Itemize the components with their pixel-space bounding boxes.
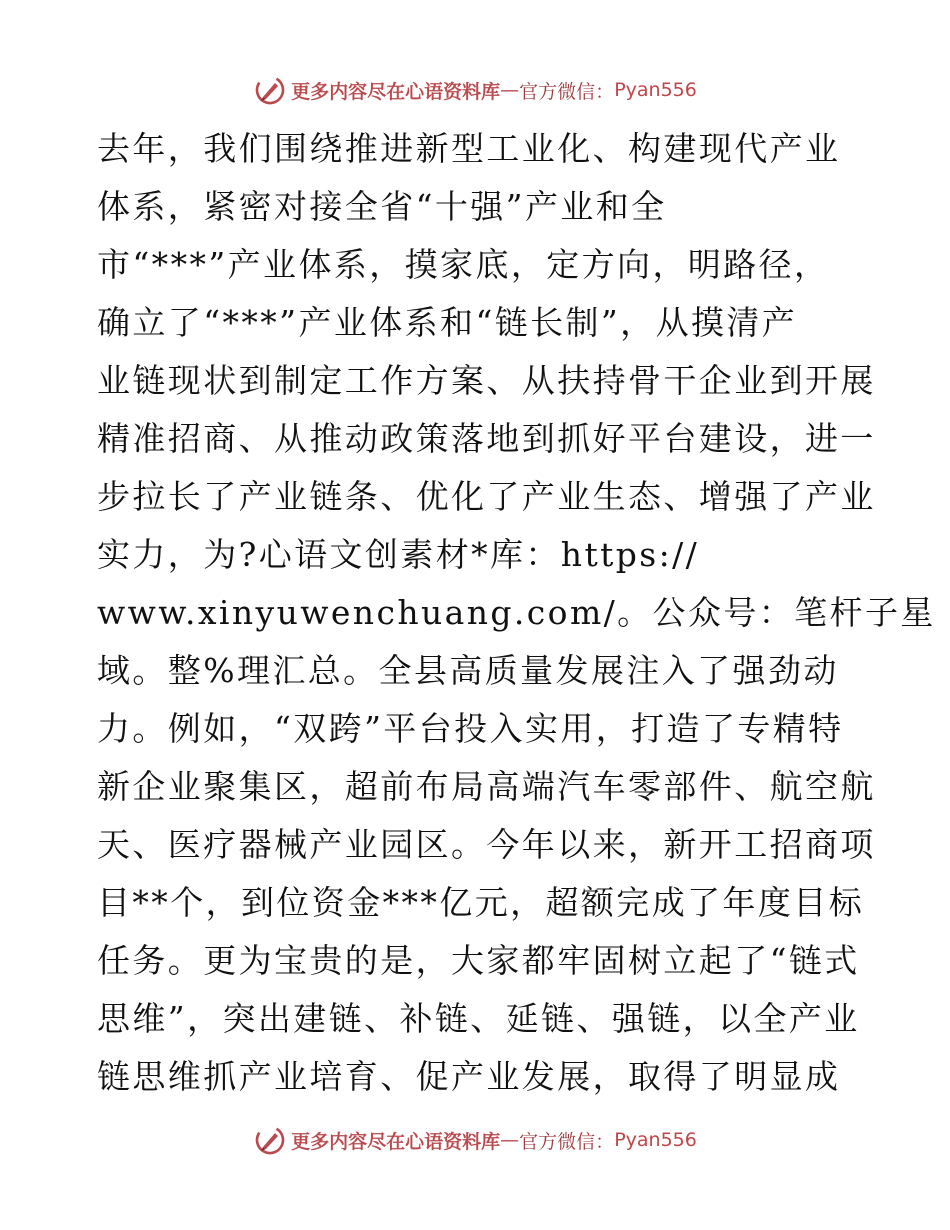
body-line-12: 新企业聚集区，超前布局高端汽车零部件、航空航 bbox=[97, 767, 876, 806]
body-line-4: 确立了“***”产业体系和“链长制”，从摸清产 bbox=[97, 303, 798, 342]
watermark-promo-text: 更多内容尽在心语资料库 bbox=[291, 1130, 501, 1153]
body-line-1: 去年，我们围绕推进新型工业化、构建现代产业 bbox=[97, 129, 841, 168]
watermark-wechat-id: Pyan556 bbox=[614, 79, 697, 101]
body-line-14: 目**个，到位资金***亿元，超额完成了年度目标 bbox=[97, 883, 865, 922]
body-line-9: www.xinyuwenchuang.com/。公众号：笔杆子星 bbox=[97, 593, 936, 632]
body-line-6: 精准招商、从推动政策落地到抓好平台建设，进一 bbox=[97, 419, 876, 458]
pen-logo-icon bbox=[253, 73, 287, 107]
document-body bbox=[97, 120, 936, 1106]
body-line-8: 实力，为?心语文创素材*库：https:// bbox=[97, 535, 700, 574]
pen-logo-icon bbox=[253, 1123, 287, 1157]
body-line-2: 体系，紧密对接全省“十强”产业和全 bbox=[97, 187, 667, 226]
body-line-17: 链思维抓产业培育、促产业发展，取得了明显成 bbox=[97, 1057, 841, 1096]
footer-watermark bbox=[0, 1120, 950, 1160]
watermark-dash: — bbox=[500, 79, 520, 101]
body-line-15: 任务。更为宝贵的是，大家都牢固树立起了“链式 bbox=[97, 941, 860, 980]
watermark-wechat-label: 官方微信： bbox=[519, 1130, 615, 1153]
watermark-wechat-label: 官方微信： bbox=[519, 80, 615, 103]
body-line-7: 步拉长了产业链条、优化了产业生态、增强了产业 bbox=[97, 477, 876, 516]
watermark-promo-text: 更多内容尽在心语资料库 bbox=[291, 80, 501, 103]
body-line-5: 业链现状到制定工作方案、从扶持骨干企业到开展 bbox=[97, 361, 876, 400]
body-line-10: 域。整%理汇总。全县高质量发展注入了强劲动 bbox=[97, 651, 839, 690]
watermark-dash: — bbox=[500, 1129, 520, 1151]
watermark-wechat-id: Pyan556 bbox=[614, 1129, 697, 1151]
header-watermark bbox=[0, 70, 950, 110]
body-line-11: 力。例如，“双跨”平台投入实用，打造了专精特 bbox=[97, 709, 844, 748]
body-line-3: 市“***”产业体系，摸家底，定方向，明路径， bbox=[97, 245, 830, 284]
body-line-16: 思维”，突出建链、补链、延链、强链，以全产业 bbox=[97, 999, 860, 1038]
body-line-13: 天、医疗器械产业园区。今年以来，新开工招商项 bbox=[97, 825, 876, 864]
